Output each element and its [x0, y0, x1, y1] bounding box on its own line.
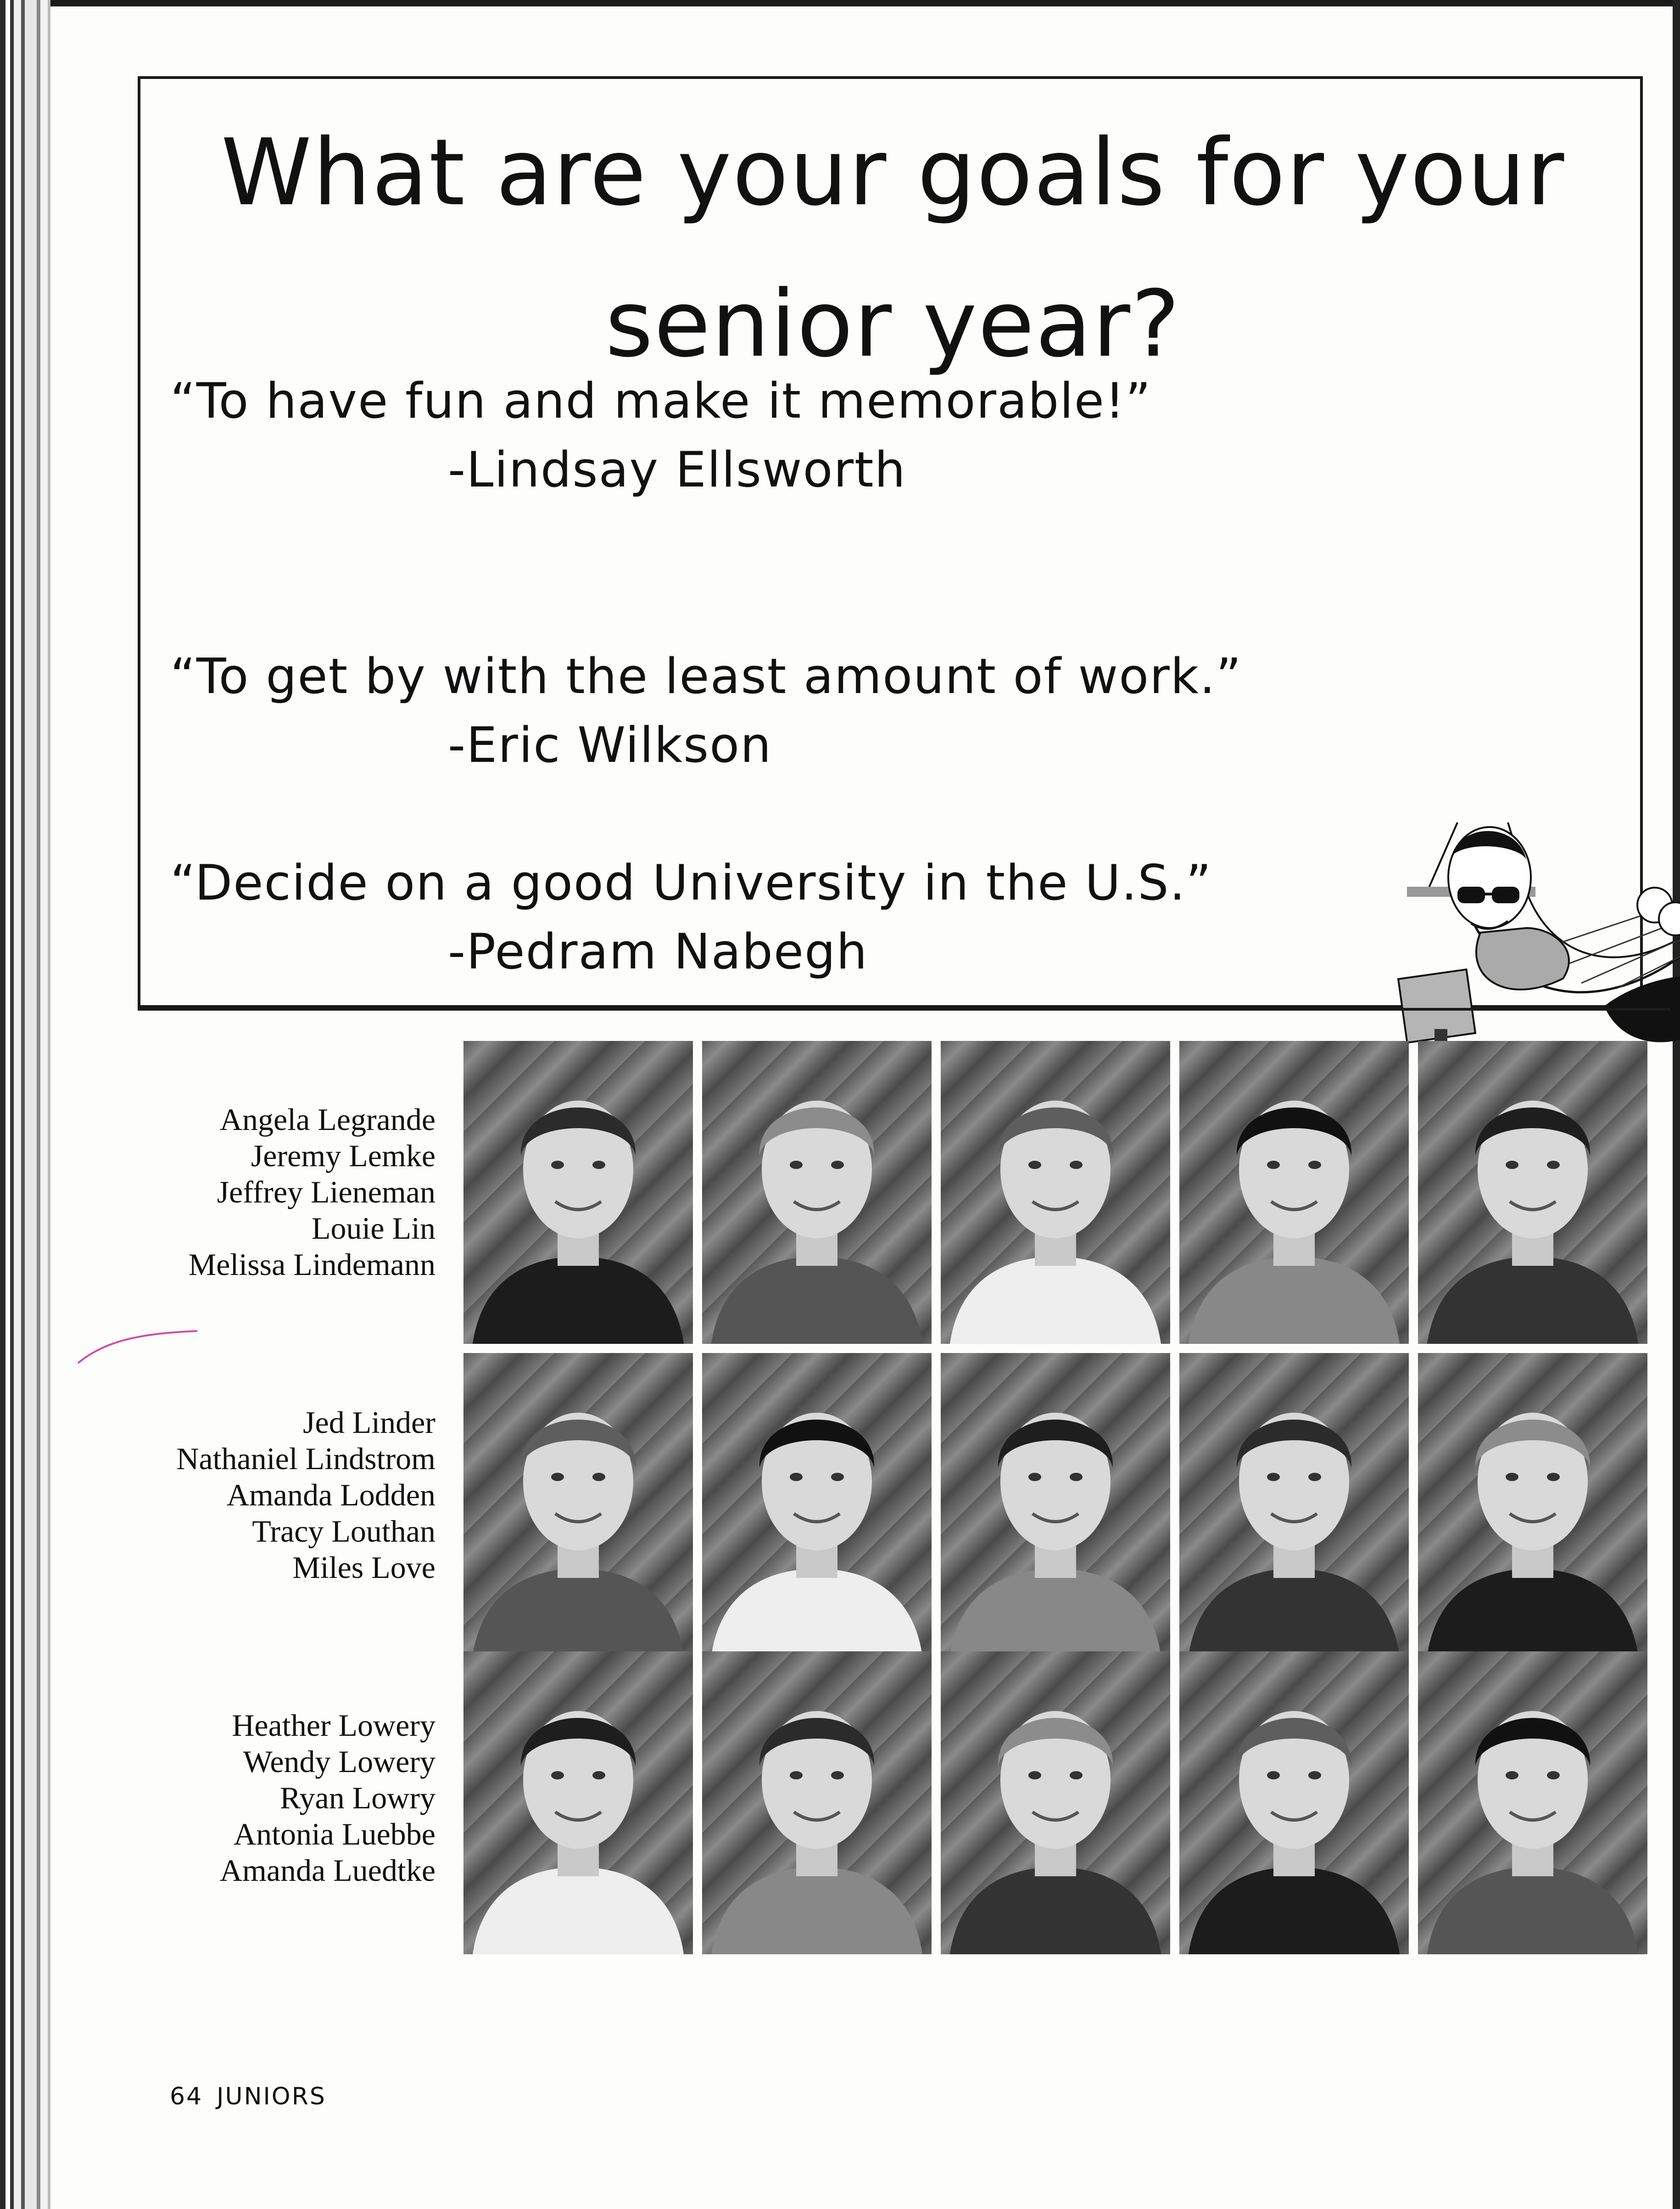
- portrait-photo: [463, 1041, 693, 1344]
- portrait-photo: [1418, 1651, 1647, 1954]
- top-border: [0, 0, 1680, 6]
- portrait-photo: [941, 1651, 1170, 1954]
- quote-text: “To have fun and make it memorable!”: [170, 373, 1152, 429]
- page-binding: [0, 0, 55, 2209]
- hammock-icon: [1389, 813, 1680, 1079]
- question-line-2: senior year?: [605, 271, 1181, 378]
- portrait-photo: [1179, 1041, 1409, 1344]
- student-name: Angela Legrande: [219, 1102, 435, 1137]
- portrait-photo: [941, 1041, 1170, 1344]
- question-box: [138, 76, 1643, 1008]
- page-footer: [170, 2083, 326, 2110]
- quote-text: “To get by with the least amount of work.”: [170, 648, 1242, 705]
- student-name: Amanda Lodden: [226, 1477, 435, 1512]
- box-underline: [138, 1008, 1670, 1011]
- portrait-photo: [463, 1353, 693, 1656]
- student-name: Miles Love: [292, 1550, 435, 1585]
- section-label: JUNIORS: [217, 2083, 326, 2110]
- portrait-photo: [1418, 1041, 1647, 1344]
- quote-author: -Lindsay Ellsworth: [448, 442, 906, 498]
- student-name: Jeremy Lemke: [251, 1138, 435, 1173]
- student-name: Louie Lin: [311, 1211, 435, 1246]
- student-name: Wendy Lowery: [243, 1744, 435, 1779]
- portrait-photo: [702, 1041, 932, 1344]
- quote-author: -Pedram Nabegh: [448, 923, 868, 980]
- student-name: Jed Linder: [303, 1405, 435, 1440]
- portrait-photo: [1179, 1353, 1409, 1656]
- pink-pen-mark: [73, 1313, 202, 1368]
- student-name: Jeffrey Lieneman: [217, 1174, 435, 1209]
- names-row-3: [59, 1707, 435, 1889]
- portrait-photo: [1418, 1353, 1647, 1656]
- page-number: 64: [170, 2083, 203, 2110]
- quote-author: -Eric Wilkson: [448, 717, 772, 773]
- portrait-photo: [702, 1651, 932, 1954]
- student-name: Melissa Lindemann: [188, 1247, 435, 1282]
- portrait-photo: [702, 1353, 932, 1656]
- right-border: [1673, 0, 1680, 2209]
- student-name: Nathaniel Lindstrom: [176, 1441, 435, 1476]
- student-name: Ryan Lowry: [279, 1780, 435, 1815]
- portrait-photo: [463, 1651, 693, 1954]
- names-row-2: [59, 1404, 435, 1586]
- portrait-photo: [1179, 1651, 1409, 1954]
- quote-text: “Decide on a good University in the U.S.”: [170, 855, 1212, 911]
- portrait-photo: [941, 1353, 1170, 1656]
- student-name: Antonia Luebbe: [234, 1817, 435, 1851]
- student-name: Heather Lowery: [232, 1708, 435, 1743]
- question-line-1: What are your goals for your: [221, 119, 1565, 226]
- names-row-1: [59, 1102, 435, 1283]
- student-name: Tracy Louthan: [252, 1514, 435, 1549]
- question-heading: [140, 97, 1646, 400]
- student-name: Amanda Luedtke: [219, 1853, 435, 1888]
